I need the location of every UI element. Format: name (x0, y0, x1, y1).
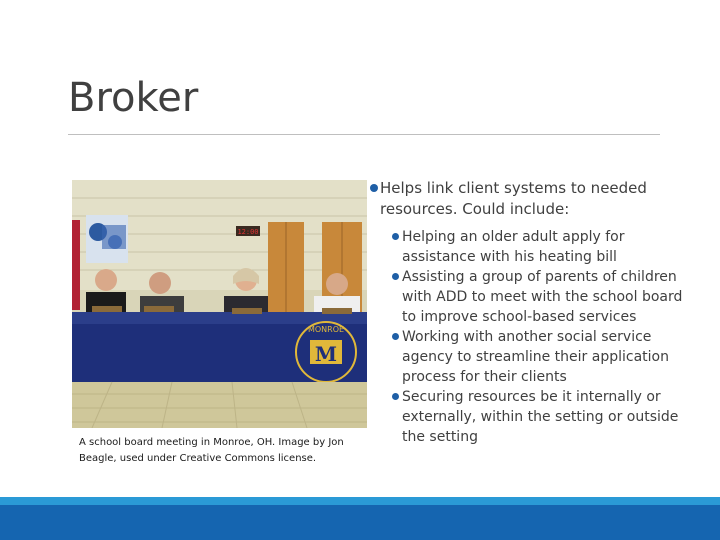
sub-bullet (370, 267, 700, 327)
bullet-icon (392, 333, 399, 340)
title-divider (68, 134, 660, 135)
wall-clock-text: 12:00 (237, 228, 259, 236)
sub-bullet (370, 387, 700, 447)
emblem-letter: M (314, 342, 338, 366)
bullet-icon (392, 273, 399, 280)
main-bullet-text: Helps link client systems to needed resources. Could include: (380, 179, 647, 218)
emblem-text: MONROE (307, 325, 345, 334)
sub-bullet-text: Helping an older adult apply for assistance with his heating bill (402, 229, 625, 265)
bullet-icon (392, 233, 399, 240)
sub-bullet (370, 327, 700, 387)
sub-bullet-text: Securing resources be it internally or externally, within the setting or outside the setting (402, 389, 679, 445)
footer-accent-line (0, 497, 720, 505)
bullet-icon (370, 184, 378, 192)
main-bullet (370, 178, 700, 220)
sub-bullet-list (370, 227, 700, 447)
slide-title: Broker (68, 75, 199, 121)
sub-bullet-text: Working with another social service agency to streamline their application process for their clients (402, 329, 669, 385)
footer-bar (0, 505, 720, 540)
meeting-photo (72, 180, 367, 428)
sub-bullet-text: Assisting a group of parents of children with ADD to meet with the school board to improve school-based services (402, 269, 683, 325)
bullet-icon (392, 393, 399, 400)
photo-caption: A school board meeting in Monroe, OH. Image by Jon Beagle, used under Creative Commons license. (79, 437, 344, 464)
sub-bullet (370, 227, 700, 267)
bullet-content (370, 178, 700, 447)
